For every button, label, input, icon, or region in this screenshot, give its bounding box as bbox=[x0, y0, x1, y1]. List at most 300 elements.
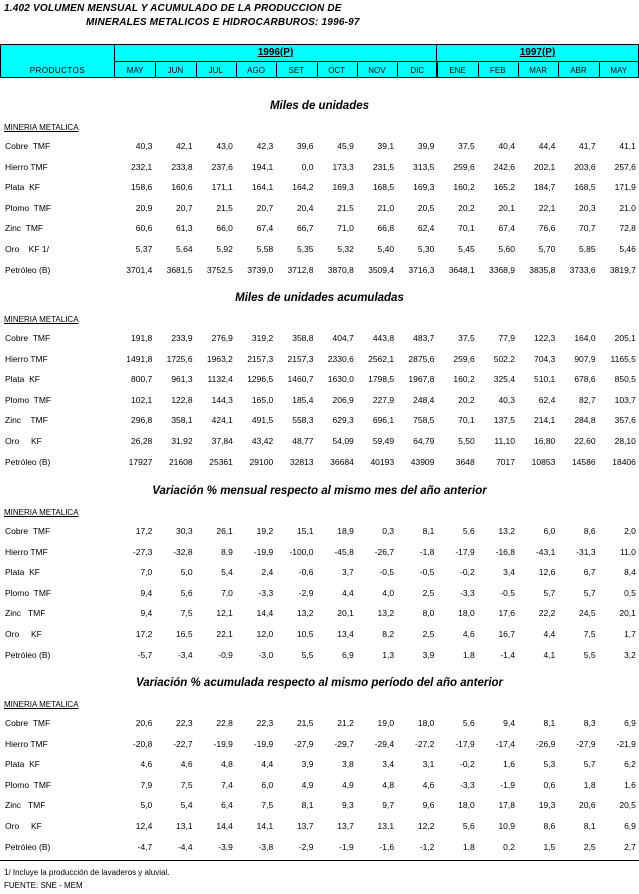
value-cell: 9,7 bbox=[382, 800, 395, 811]
value-cell: 20,7 bbox=[256, 202, 274, 213]
value-cell: 558,3 bbox=[292, 415, 314, 426]
value-cell: 202,1 bbox=[534, 161, 556, 172]
month-header: MAY bbox=[610, 66, 628, 75]
value-cell: 62,4 bbox=[538, 394, 556, 405]
table-row bbox=[0, 567, 639, 581]
value-cell: 4,1 bbox=[543, 649, 556, 660]
value-cell: 242,6 bbox=[493, 161, 515, 172]
value-cell: 296,8 bbox=[131, 415, 153, 426]
value-cell: 184,7 bbox=[534, 182, 556, 193]
value-cell: 77,9 bbox=[498, 333, 515, 343]
value-cell: -27,2 bbox=[415, 738, 435, 749]
value-cell: 237,6 bbox=[211, 161, 233, 172]
value-cell: 160,6 bbox=[171, 182, 193, 193]
value-cell: 20,6 bbox=[579, 800, 596, 811]
product-name: Oro KF bbox=[5, 436, 42, 446]
value-cell: 4,4 bbox=[341, 587, 354, 598]
product-name: Cobre TMF bbox=[5, 141, 51, 151]
value-cell: 26,28 bbox=[131, 436, 153, 446]
value-cell: 248,4 bbox=[413, 394, 435, 405]
month-header: SET bbox=[288, 66, 305, 75]
value-cell: 20,1 bbox=[337, 608, 354, 619]
value-cell: 7,5 bbox=[180, 608, 193, 619]
value-cell: 82,7 bbox=[579, 394, 596, 405]
value-cell: 39,9 bbox=[417, 141, 435, 151]
value-cell: 137,5 bbox=[493, 415, 515, 426]
value-cell: -3,3 bbox=[460, 779, 475, 790]
product-name: Zinc TMF bbox=[5, 415, 48, 426]
value-cell: 171,9 bbox=[614, 182, 636, 193]
value-cell: 233,9 bbox=[171, 333, 193, 343]
value-cell: 233,8 bbox=[171, 161, 193, 172]
table-row bbox=[0, 739, 639, 753]
value-cell: 29100 bbox=[249, 456, 274, 467]
value-cell: 4,6 bbox=[462, 629, 475, 639]
document-title bbox=[4, 2, 360, 30]
value-cell: 12,0 bbox=[256, 629, 274, 639]
title-line-2: MINERALES METALICOS E HIDROCARBUROS: 1996-97 bbox=[86, 17, 360, 28]
value-cell: 800,7 bbox=[131, 374, 153, 385]
product-name: Plomo TMF bbox=[5, 394, 52, 405]
value-cell: 3,1 bbox=[422, 759, 435, 770]
value-cell: 8,1 bbox=[301, 800, 314, 811]
value-cell: 1,5 bbox=[543, 841, 556, 852]
value-cell: 1,8 bbox=[462, 841, 475, 852]
value-cell: 6,2 bbox=[624, 759, 636, 770]
value-cell: 961,3 bbox=[171, 374, 193, 385]
value-cell: 1,7 bbox=[624, 629, 636, 639]
value-cell: -17,4 bbox=[495, 738, 515, 749]
value-cell: -2,9 bbox=[298, 587, 314, 598]
value-cell: 2,0 bbox=[624, 526, 636, 536]
value-cell: 483,7 bbox=[413, 333, 435, 343]
value-cell: 5,4 bbox=[180, 800, 193, 811]
value-cell: 758,5 bbox=[413, 415, 435, 426]
table-row bbox=[0, 457, 639, 471]
value-cell: 5,64 bbox=[176, 244, 193, 254]
value-cell: 1725,6 bbox=[166, 353, 193, 364]
value-cell: 48,77 bbox=[292, 436, 314, 446]
value-cell: 10853 bbox=[531, 456, 556, 467]
product-name: Hierro TMF bbox=[5, 353, 48, 364]
value-cell: 5,45 bbox=[458, 244, 475, 254]
value-cell: 37,5 bbox=[458, 141, 475, 151]
value-cell: 168,5 bbox=[574, 182, 596, 193]
value-cell: 214,1 bbox=[534, 415, 556, 426]
value-cell: 37,5 bbox=[458, 333, 475, 343]
value-cell: 259,6 bbox=[453, 161, 475, 172]
value-cell: 3752,5 bbox=[206, 264, 233, 275]
value-cell: 6,4 bbox=[221, 800, 233, 811]
value-cell: 0,3 bbox=[382, 526, 395, 536]
value-cell: -1,9 bbox=[339, 841, 354, 852]
value-cell: 3870,8 bbox=[327, 264, 354, 275]
value-cell: 5,46 bbox=[619, 244, 636, 254]
value-cell: 4,4 bbox=[261, 759, 274, 770]
value-cell: 40,3 bbox=[135, 141, 153, 151]
category-label: MINERIA METALICA bbox=[4, 123, 79, 132]
value-cell: 6,9 bbox=[624, 821, 636, 831]
value-cell: -3,9 bbox=[218, 841, 233, 852]
value-cell: -45,8 bbox=[334, 546, 354, 557]
value-cell: 6,9 bbox=[341, 649, 354, 660]
value-cell: 678,6 bbox=[574, 374, 596, 385]
value-cell: -1,2 bbox=[419, 841, 435, 852]
value-cell: 42,1 bbox=[176, 141, 193, 151]
section-title: Variación % mensual respecto al mismo mes del año anterior bbox=[152, 485, 487, 497]
value-cell: 3,4 bbox=[503, 567, 515, 578]
value-cell: 2,5 bbox=[422, 629, 435, 639]
value-cell: 629,3 bbox=[332, 415, 354, 426]
value-cell: 21,0 bbox=[619, 202, 636, 213]
value-cell: 160,2 bbox=[453, 374, 475, 385]
table-row bbox=[0, 718, 639, 732]
value-cell: 14,1 bbox=[256, 821, 274, 831]
value-cell: 6,7 bbox=[583, 567, 596, 578]
footnote: 1/ Incluye la producción de lavaderos y aluvial. bbox=[4, 868, 170, 877]
value-cell: 0,6 bbox=[543, 779, 556, 790]
value-cell: 443,8 bbox=[372, 333, 395, 343]
category-label: MINERIA METALICA bbox=[4, 315, 79, 324]
value-cell: 13,2 bbox=[377, 608, 395, 619]
year2-label: 1997(P) bbox=[519, 47, 556, 58]
value-cell: 1798,5 bbox=[368, 374, 395, 385]
value-cell: 4,9 bbox=[341, 779, 354, 790]
value-cell: 232,1 bbox=[131, 161, 153, 172]
value-cell: 5,6 bbox=[462, 821, 475, 831]
value-cell: 30,3 bbox=[176, 526, 193, 536]
value-cell: 43,42 bbox=[251, 436, 274, 446]
products-label: PRODUCTOS bbox=[29, 66, 86, 75]
value-cell: 13,1 bbox=[176, 821, 193, 831]
section-title: Miles de unidades acumuladas bbox=[235, 292, 404, 304]
value-cell: 5,5 bbox=[301, 649, 314, 660]
value-cell: 227,9 bbox=[372, 394, 395, 405]
value-cell: 13,7 bbox=[337, 821, 354, 831]
value-cell: 22,2 bbox=[538, 608, 556, 619]
value-cell: 1132,4 bbox=[207, 374, 233, 385]
value-cell: 404,7 bbox=[332, 333, 354, 343]
value-cell: 3819,7 bbox=[609, 264, 636, 275]
value-cell: 70,1 bbox=[458, 223, 475, 234]
product-name: Plomo TMF bbox=[5, 779, 52, 790]
value-cell: 5,6 bbox=[462, 526, 475, 536]
value-cell: 6,9 bbox=[624, 718, 636, 728]
value-cell: -0,5 bbox=[500, 587, 515, 598]
value-cell: 5,70 bbox=[538, 244, 556, 254]
value-cell: 66,8 bbox=[377, 223, 395, 234]
value-cell: 169,3 bbox=[413, 182, 435, 193]
value-cell: 25361 bbox=[209, 456, 233, 467]
product-name: Plata KF bbox=[5, 374, 40, 385]
value-cell: 20,1 bbox=[619, 608, 636, 619]
value-cell: 2562,1 bbox=[368, 353, 395, 364]
value-cell: 32813 bbox=[289, 456, 314, 467]
value-cell: 72,8 bbox=[619, 223, 636, 234]
value-cell: 102,1 bbox=[131, 394, 153, 405]
value-cell: 5,37 bbox=[135, 244, 153, 254]
value-cell: 7,5 bbox=[180, 779, 193, 790]
value-cell: 20,1 bbox=[498, 202, 515, 213]
value-cell: 3681,5 bbox=[166, 264, 193, 275]
value-cell: 12,4 bbox=[135, 821, 153, 831]
value-cell: 16,5 bbox=[176, 629, 193, 639]
month-divider bbox=[155, 62, 156, 78]
value-cell: 173,3 bbox=[332, 161, 354, 172]
value-cell: 19,3 bbox=[538, 800, 556, 811]
table-header bbox=[0, 44, 639, 78]
value-cell: 67,4 bbox=[256, 223, 274, 234]
value-cell: 16,80 bbox=[534, 436, 556, 446]
value-cell: 4,6 bbox=[180, 759, 193, 770]
value-cell: 491,5 bbox=[251, 415, 274, 426]
product-name: Plomo TMF bbox=[5, 587, 52, 598]
value-cell: 14,4 bbox=[216, 821, 233, 831]
value-cell: 13,4 bbox=[337, 629, 354, 639]
value-cell: 18,0 bbox=[458, 608, 475, 619]
month-divider bbox=[558, 62, 559, 78]
value-cell: 1165,5 bbox=[610, 353, 636, 364]
value-cell: 61,3 bbox=[176, 223, 193, 234]
month-header: MAY bbox=[126, 66, 144, 75]
table-row bbox=[0, 780, 639, 794]
value-cell: 3716,3 bbox=[408, 264, 435, 275]
value-cell: 31,92 bbox=[171, 436, 193, 446]
value-cell: -17,9 bbox=[455, 546, 475, 557]
value-cell: 8,6 bbox=[583, 526, 596, 536]
value-cell: 3,7 bbox=[341, 567, 354, 578]
month-header: OCT bbox=[328, 66, 346, 75]
value-cell: 194,1 bbox=[251, 161, 274, 172]
value-cell: 16,7 bbox=[498, 629, 515, 639]
table-row bbox=[0, 354, 639, 368]
month-header: MAR bbox=[529, 66, 548, 75]
value-cell: 8,3 bbox=[583, 718, 596, 728]
value-cell: 18406 bbox=[612, 456, 636, 467]
value-cell: 20,2 bbox=[458, 394, 475, 405]
value-cell: 37,84 bbox=[211, 436, 233, 446]
value-cell: 231,5 bbox=[372, 161, 395, 172]
value-cell: 164,1 bbox=[251, 182, 274, 193]
value-cell: 8,4 bbox=[624, 567, 636, 578]
value-cell: 13,1 bbox=[377, 821, 395, 831]
value-cell: -3,3 bbox=[258, 587, 274, 598]
value-cell: 1,6 bbox=[503, 759, 515, 770]
value-cell: 76,6 bbox=[538, 223, 556, 234]
value-cell: 19,2 bbox=[256, 526, 274, 536]
month-header: JUN bbox=[167, 66, 184, 75]
value-cell: -0,2 bbox=[460, 759, 475, 770]
value-cell: 1,3 bbox=[382, 649, 395, 660]
value-cell: 59,49 bbox=[372, 436, 395, 446]
value-cell: 4,4 bbox=[543, 629, 556, 639]
value-cell: 5,92 bbox=[216, 244, 233, 254]
value-cell: -0,2 bbox=[460, 567, 475, 578]
value-cell: -0,5 bbox=[419, 567, 435, 578]
value-cell: 8,2 bbox=[382, 629, 395, 639]
value-cell: 3739,0 bbox=[247, 264, 274, 275]
table-row bbox=[0, 526, 639, 540]
month-divider bbox=[276, 62, 277, 78]
value-cell: 22,8 bbox=[216, 718, 233, 728]
value-cell: -26,7 bbox=[374, 546, 395, 557]
value-cell: -1,6 bbox=[379, 841, 395, 852]
month-divider bbox=[478, 62, 479, 78]
value-cell: 9,3 bbox=[341, 800, 354, 811]
product-name: Plata KF bbox=[5, 567, 40, 578]
value-cell: 11,0 bbox=[619, 546, 636, 557]
value-cell: 44,4 bbox=[538, 141, 556, 151]
value-cell: -29,7 bbox=[334, 738, 354, 749]
product-name: Cobre TMF bbox=[5, 333, 51, 343]
category-label: MINERIA METALICA bbox=[4, 508, 79, 517]
value-cell: 502,2 bbox=[493, 353, 515, 364]
value-cell: 2330,6 bbox=[327, 353, 354, 364]
table-row bbox=[0, 395, 639, 409]
product-name: Hierro TMF bbox=[5, 738, 48, 749]
value-cell: -16,8 bbox=[495, 546, 515, 557]
value-cell: 22,60 bbox=[574, 436, 596, 446]
value-cell: 22,1 bbox=[216, 629, 233, 639]
table-row bbox=[0, 588, 639, 602]
value-cell: 28,10 bbox=[614, 436, 636, 446]
value-cell: 21,2 bbox=[337, 718, 354, 728]
value-cell: 21,5 bbox=[337, 202, 354, 213]
value-cell: 0,2 bbox=[503, 841, 515, 852]
value-cell: 39,1 bbox=[377, 141, 395, 151]
value-cell: 3,9 bbox=[301, 759, 314, 770]
value-cell: 36684 bbox=[330, 456, 354, 467]
value-cell: -17,9 bbox=[455, 738, 475, 749]
table-row bbox=[0, 821, 639, 835]
value-cell: 160,2 bbox=[453, 182, 475, 193]
value-cell: 8,1 bbox=[543, 718, 556, 728]
value-cell: 3,8 bbox=[341, 759, 354, 770]
value-cell: 5,6 bbox=[180, 587, 193, 598]
value-cell: 20,7 bbox=[176, 202, 193, 213]
value-cell: 7,5 bbox=[583, 629, 596, 639]
value-cell: 191,8 bbox=[131, 333, 153, 343]
value-cell: 5,30 bbox=[417, 244, 435, 254]
value-cell: 1,8 bbox=[583, 779, 596, 790]
value-cell: 1491,8 bbox=[126, 353, 153, 364]
value-cell: -27,9 bbox=[576, 738, 596, 749]
month-header: NOV bbox=[368, 66, 386, 75]
value-cell: 7017 bbox=[496, 456, 515, 467]
value-cell: 71,0 bbox=[337, 223, 354, 234]
value-cell: 0,5 bbox=[624, 587, 636, 598]
value-cell: -3,0 bbox=[258, 649, 274, 660]
value-cell: 3368,9 bbox=[489, 264, 515, 275]
month-header: AGO bbox=[247, 66, 265, 75]
section-title: Miles de unidades bbox=[269, 100, 370, 112]
header-divider bbox=[114, 61, 639, 62]
value-cell: 122,3 bbox=[534, 333, 556, 343]
value-cell: 19,0 bbox=[377, 718, 395, 728]
value-cell: 850,5 bbox=[614, 374, 636, 385]
value-cell: 21,5 bbox=[216, 202, 233, 213]
value-cell: 5,0 bbox=[180, 567, 193, 578]
value-cell: 9,4 bbox=[503, 718, 515, 728]
value-cell: 1,6 bbox=[624, 779, 636, 790]
product-name: Petróleo (B) bbox=[5, 841, 51, 852]
product-name: Plata KF bbox=[5, 182, 40, 193]
value-cell: 5,7 bbox=[583, 759, 596, 770]
value-cell: 3509,4 bbox=[368, 264, 395, 275]
value-cell: 122,8 bbox=[171, 394, 193, 405]
table-row bbox=[0, 162, 639, 176]
value-cell: 6,0 bbox=[261, 779, 274, 790]
value-cell: 696,1 bbox=[372, 415, 395, 426]
value-cell: -1,9 bbox=[500, 779, 515, 790]
value-cell: 0,0 bbox=[301, 161, 314, 172]
value-cell: 43909 bbox=[410, 456, 435, 467]
year1-label: 1996(P) bbox=[257, 47, 294, 58]
month-header: JUL bbox=[208, 66, 223, 75]
table-row bbox=[0, 842, 639, 856]
value-cell: 17927 bbox=[128, 456, 153, 467]
value-cell: 17,2 bbox=[135, 526, 153, 536]
value-cell: 2,5 bbox=[583, 841, 596, 852]
month-divider bbox=[437, 62, 438, 78]
value-cell: 358,1 bbox=[171, 415, 193, 426]
title-line-1: 1.402 VOLUMEN MENSUAL Y ACUMULADO DE LA PRODUCCION DE bbox=[4, 3, 342, 14]
value-cell: -22,7 bbox=[173, 738, 193, 749]
value-cell: 11,10 bbox=[494, 436, 515, 446]
value-cell: 5,3 bbox=[543, 759, 556, 770]
value-cell: 103,7 bbox=[614, 394, 636, 405]
table-row bbox=[0, 374, 639, 388]
value-cell: 164,0 bbox=[574, 333, 596, 343]
value-cell: 4,8 bbox=[382, 779, 395, 790]
month-header: ABR bbox=[570, 66, 587, 75]
value-cell: 325,4 bbox=[493, 374, 515, 385]
product-name: Zinc TMF bbox=[5, 223, 44, 234]
value-cell: 14,4 bbox=[256, 608, 274, 619]
value-cell: -2,9 bbox=[298, 841, 314, 852]
value-cell: 24,5 bbox=[579, 608, 596, 619]
table-row bbox=[0, 223, 639, 237]
value-cell: 1630,0 bbox=[327, 374, 354, 385]
value-cell: -3,4 bbox=[177, 649, 193, 660]
month-divider bbox=[317, 62, 318, 78]
value-cell: 12,2 bbox=[417, 821, 435, 831]
value-cell: 22,1 bbox=[538, 202, 556, 213]
value-cell: -29,4 bbox=[374, 738, 395, 749]
value-cell: 257,6 bbox=[614, 161, 636, 172]
value-cell: 18,0 bbox=[417, 718, 435, 728]
value-cell: 62,4 bbox=[417, 223, 435, 234]
value-cell: 7,0 bbox=[221, 587, 233, 598]
month-divider bbox=[397, 62, 398, 78]
value-cell: 10,5 bbox=[296, 629, 314, 639]
value-cell: 8,6 bbox=[543, 821, 556, 831]
value-cell: 5,6 bbox=[462, 718, 475, 728]
value-cell: 5,7 bbox=[583, 587, 596, 598]
value-cell: 45,9 bbox=[337, 141, 354, 151]
value-cell: 5,35 bbox=[296, 244, 314, 254]
value-cell: 7,0 bbox=[140, 567, 153, 578]
value-cell: 3712,8 bbox=[287, 264, 314, 275]
value-cell: 54,09 bbox=[332, 436, 354, 446]
value-cell: 17,8 bbox=[498, 800, 515, 811]
value-cell: 2,5 bbox=[422, 587, 435, 598]
value-cell: 40193 bbox=[370, 456, 395, 467]
value-cell: 5,50 bbox=[458, 436, 475, 446]
value-cell: 7,4 bbox=[221, 779, 233, 790]
value-cell: 319,2 bbox=[251, 333, 274, 343]
value-cell: 20,5 bbox=[417, 202, 435, 213]
